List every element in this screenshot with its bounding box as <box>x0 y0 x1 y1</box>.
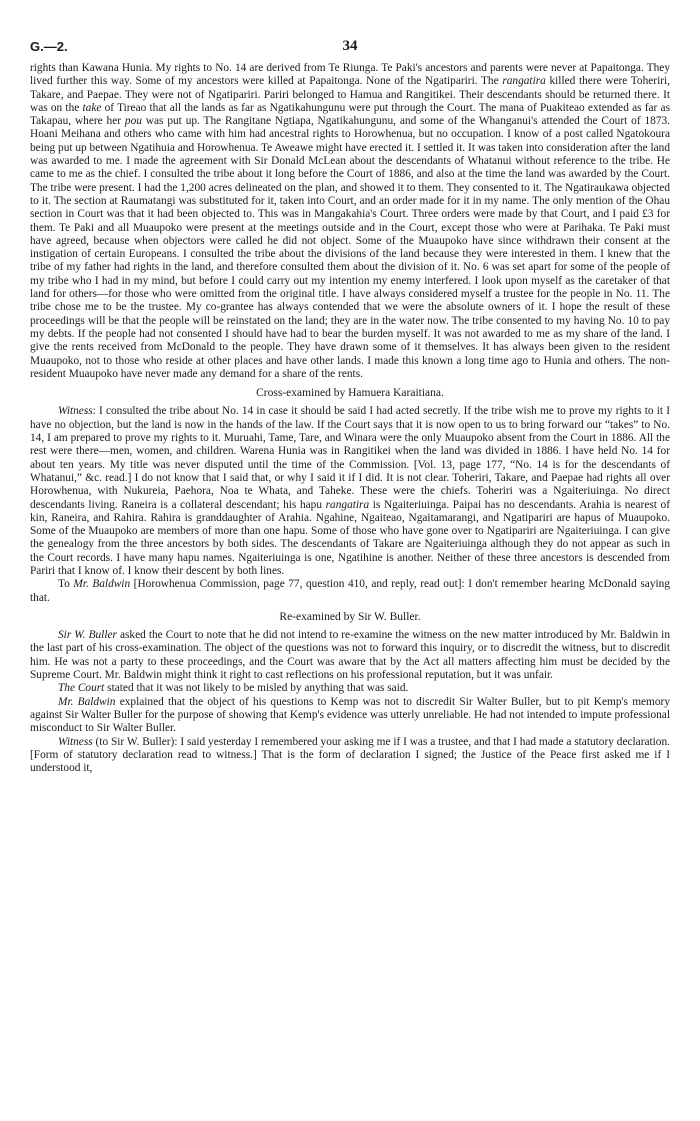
paragraph-witness-to-buller: Witness (to Sir W. Buller): I said yesterday I remembered your asking me if I was a trustee, and that I had made a statutory declaration. [Form of statutory declaration read to witness.] That is the form of declaration I signed; the Justice of the Peace first asked me if I understood it, <box>30 735 670 775</box>
paragraph-sir-w-buller: Sir W. Buller asked the Court to note that he did not intend to re-examine the witness on the new matter introduced by Mr. Baldwin in the last part of his cross-examination. The object of the questions was not to forward this inquiry, or to discredit the witness, but to discredit him. He was not a party to these proceedings, and the Court was aware that by the Act all matters affecting him must be decided by the Supreme Court. Mr. Baldwin might think it right to cast reflections on his professional reputation, but it was unfair. <box>30 629 670 682</box>
section-heading-re-examined: Re-examined by Sir W. Buller. <box>279 610 421 623</box>
paragraph-the-court: The Court stated that it was not likely to be misled by anything that was said. <box>58 682 409 695</box>
paragraph-cross-examination: Witness: I consulted the tribe about No. 14 in case it should be said I had acted secretly. If the tribe wish me to prove my rights to it I have no objection, but the land is now in the hands of the law. If the Court says that it is now open to us to bring forward our “takes” to No. 14, I am prepared to prove my rights to it. Muruahi, Tame, Tare, and Winara were the only Muaupoko absent from the Court in 1886. All the rest were there—men, women, and children. Warena Hunia was in Rangitikei when the land was divided in 1886. I have held No. 14 for about ten years. My title was never disputed until the time of the Commission. [Vol. 13, page 177, “No. 14 is for the descendants of Whatanui,” &c. read.] I do not know that I said that, or why I said it if I did. It is not clear. Toheriri, Takare, and Paepae had rights all over Horowhenua, with Nukureia, Paehora, Noa te Whata, and Taheke. These were the chiefs. Toheriri was a Ngaiteriuinga. No direct descendants living. Raneira is a collateral descendant; his hapu rangatira is Ngaiteriuinga. Paipai has no descendants. Arahia is nearest of kin, Raneira, and Rahira. Rahira is granddaughter of Arahia. Ngahine, Ngaiteao, Ngaitamarangi, and Ngatipariri are hapus of Muaupoko. Some of the Muaupoko are members of more than one hapu. Some of those who have gone over to Ngatipariri are Ngaiteriuinga. I can give the genealogy from the three ancestors by both sides. The descendants of Takare are Ngaiteriuinga although they do not appear as such in the Court records. I have many hapu names. Ngaiteriuinga is one, Ngatihine is another. Neither of these three ancestors is descended from Pariri that I know of. I know their descent by both lines. <box>30 405 670 577</box>
document-reference: G.—2. <box>30 39 68 54</box>
section-heading-cross-examined: Cross-examined by Hamuera Karaitiana. <box>256 387 444 400</box>
paragraph-mr-baldwin: Mr. Baldwin explained that the object of his questions to Kemp was not to discredit Sir Walter Buller, but to pit Kemp's memory against Sir Walter Buller for the purpose of showing that Kemp's evidence was utterly unreliable. He had not intended to impute professional misconduct to Sir Walter Buller. <box>30 695 670 735</box>
page-number: 34 <box>342 38 358 54</box>
page-header <box>30 40 670 62</box>
paragraph-kemp-evidence: rights than Kawana Hunia. My rights to No. 14 are derived from Te Riunga. Te Paki's ancestors and parents were never at Papaitonga. They lived further this way. Some of my ancestors were killed at Papaitonga. None of the Ngatipariri. The rangatira killed there were Toheriri, Takare, and Paepae. They were not of Ngatipariri. Pariri belonged to Hamua and Rangitikei. Their descendants should be returned there. It was on the take of Tireao that all the lands as far as Ngatikahungunu were put through the Court. The mana of Puakiteao extended as far as Takapau, where her pou was put up. The Rangitane Ngtiapa, Ngatikahungunu, and some of the Whanganui's attended the Court of 1873. Hoani Meihana and others who came with him had ancestral rights to Horowhenua, but no occupation. I know of a post called Ngatokoura being put up between Ngatihuia and Horowhenua. Te Aweawe might have erected it. I settled it. It was taken into consideration after the land was awarded to me. I made the agreement with Sir Donald McLean about the descendants of Whatanui without reference to the tribe. He came to me as the chief. I consulted the tribe about it long before the Court of 1886, and also at the time the land was awarded by the Court. The tribe were present. I had the 1,200 acres delineated on the plan, and showed it to them. They consented to it. The Ngatiraukawa objected to it. The section at Raumatangi was substituted for it, taken into Court, and an order made for it in my name. The only mention of the Ohau section in Court was that it had been objected to. This was in Mangakahia's Court. Three orders were made by that Court, and I paid £3 for them. Te Paki and all Muaupoko were present at the meetings outside and in the Court, except those who were at Parihaka. Te Paki must have agreed, because when objectors were called he did not object. Some of the Muaupoko have since withdrawn their consent at the instigation of certain Europeans. I consulted the tribe about the divisions of the land because they were interested in them. I knew that the tribe of my father had rights in the land, and therefore consulted them about the division of it. No. 6 was set apart for some of the people of my tribe who I had in my mind, but before I could carry out my intention my enemy interfered. I look upon myself as the caretaker of that land for others—for those who were omitted from the original title. I have always considered myself a trustee for the people in No. 11. The tribe chose me to be the trustee. My co-grantee has always contended that we were the absolute owners of it. I hope the result of these proceedings will be that the people will be reinstated on the land; they are in the water now. The tribe consented to my having No. 10 to pay my debts. If the people had not consented I should have had to bear the burden myself. It was not awarded to me as my share of the land. I give the rents received from McDonald to the people. They have drawn some of it themselves. It has always been given to the resident Muaupoko, not to those who reside at other places and have other lands. I made this known a long time ago to Hunia and others. The non-resident Muaupoko have never made any demand for a share of the rents. <box>30 62 670 380</box>
paragraph-to-mr-baldwin: To Mr. Baldwin [Horowhenua Commission, page 77, question 410, and reply, read out]: I don't remember hearing McDonald saying that. <box>30 578 670 604</box>
